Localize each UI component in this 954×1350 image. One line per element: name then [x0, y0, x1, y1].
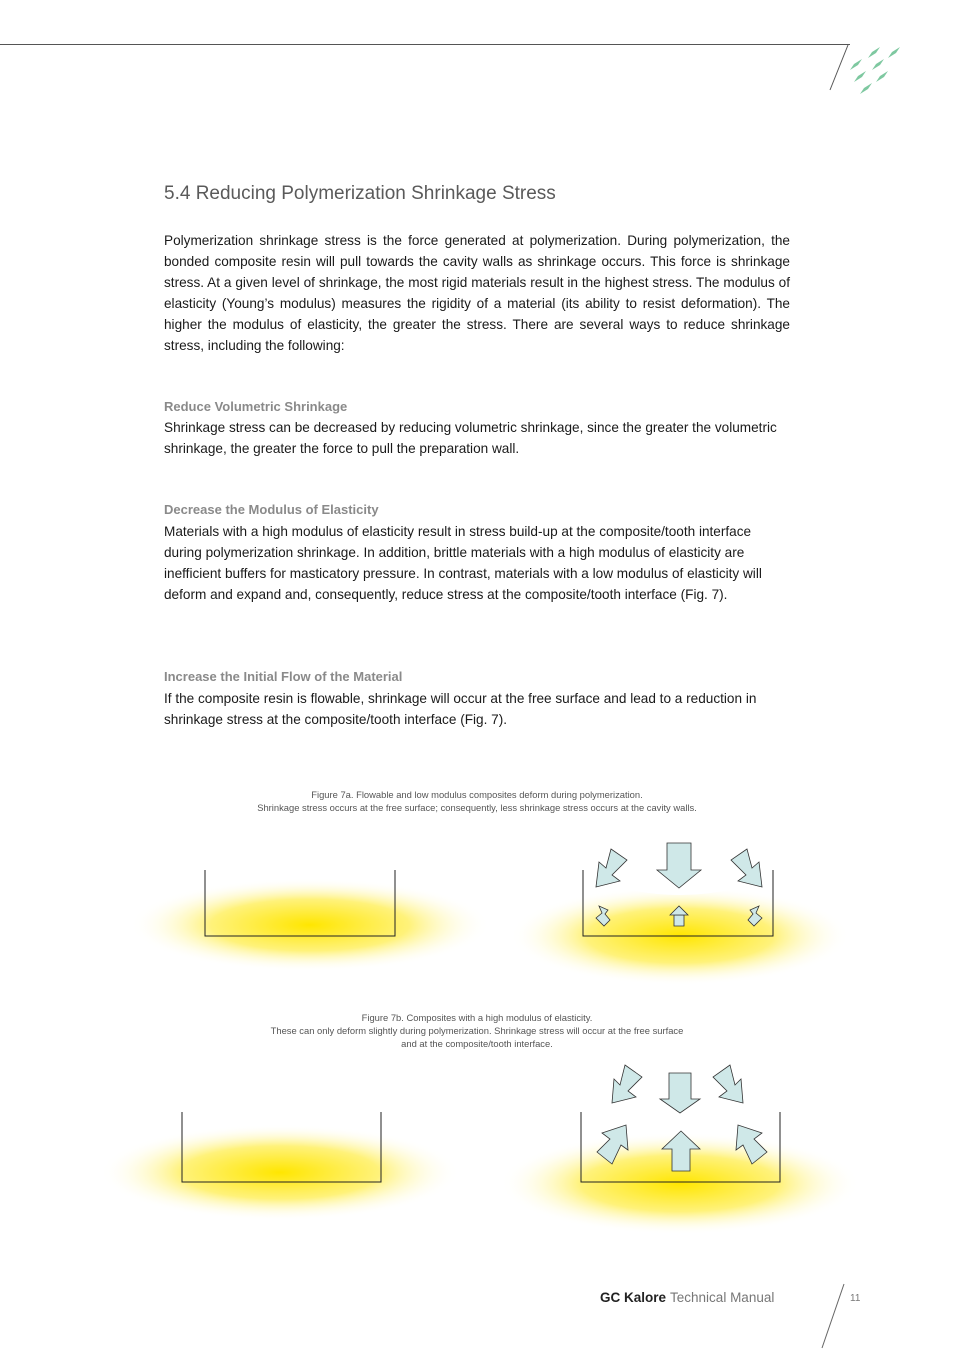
- figure-caption: [164, 788, 790, 814]
- caption-line: and at the composite/tooth interface.: [401, 1038, 553, 1049]
- footer-brand: [600, 1290, 774, 1305]
- page-number: 11: [850, 1293, 861, 1304]
- caption-line: Figure 7a. Flowable and low modulus composites deform during polymerization.: [311, 789, 643, 800]
- manual-title: Technical Manual: [670, 1290, 775, 1305]
- intro-paragraph: Polymerization shrinkage stress is the force generated at polymerization. During polymerization, the bonded composite resin will pull towards the cavity walls as shrinkage occurs. This force is shrinkage stress. At a given level of shrinkage, the most rigid materials result in the highest stress. The modulus of elasticity (Young’s modulus) measures the rigidity of a material (its ability to resist deformation). The higher the modulus of elasticity, the greater the stress. There are several ways to reduce shrinkage stress, including the following:: [164, 233, 790, 353]
- subsection-body: If the composite resin is flowable, shrinkage will occur at the free surface and lead to a reduction in shrinkage stress at the composite/tooth interface (Fig. 7).: [164, 691, 757, 727]
- page-title: 5.4 Reducing Polymerization Shrinkage Stress: [164, 183, 556, 204]
- subsection-heading: Decrease the Modulus of Elasticity: [164, 502, 379, 517]
- subsection-heading: Reduce Volumetric Shrinkage: [164, 399, 348, 414]
- subsection-heading: Increase the Initial Flow of the Material: [164, 669, 403, 684]
- caption-line: These can only deform slightly during polymerization. Shrinkage stress will occur at the free surface: [270, 1025, 684, 1036]
- subsection-body: Materials with a high modulus of elasticity result in stress build-up at the composite/tooth interface during polymerization shrinkage. In addition, brittle materials with a high modulus of elasticity are inefficient buffers for masticatory pressure. In contrast, materials with a low modulus of elasticity will deform and expand and, consequently, reduce stress at the composite/tooth interface (Fig. 7).: [164, 524, 762, 602]
- figure-7a-right-diagram: [510, 825, 850, 1010]
- subsection-body: Shrinkage stress can be decreased by reducing volumetric shrinkage, since the greater the volumetric shrinkage, the greater the force to pull the preparation wall.: [164, 420, 777, 456]
- caption-line: Shrinkage stress occurs at the free surface; consequently, less shrinkage stress occurs at the cavity walls.: [257, 802, 697, 813]
- brand-mark-icon: [826, 40, 906, 95]
- figure-7b-left-diagram: [100, 1085, 460, 1260]
- caption-line: Figure 7b. Composites with a high modulus of elasticity.: [361, 1012, 593, 1023]
- header-rule: [0, 44, 850, 45]
- figure-caption: [164, 1011, 790, 1050]
- brand-name: GC Kalore: [600, 1290, 667, 1305]
- figure-7b-right-diagram: [500, 1055, 860, 1260]
- footer-divider-icon: [818, 1282, 848, 1350]
- figure-7a-left-diagram: [130, 840, 490, 1010]
